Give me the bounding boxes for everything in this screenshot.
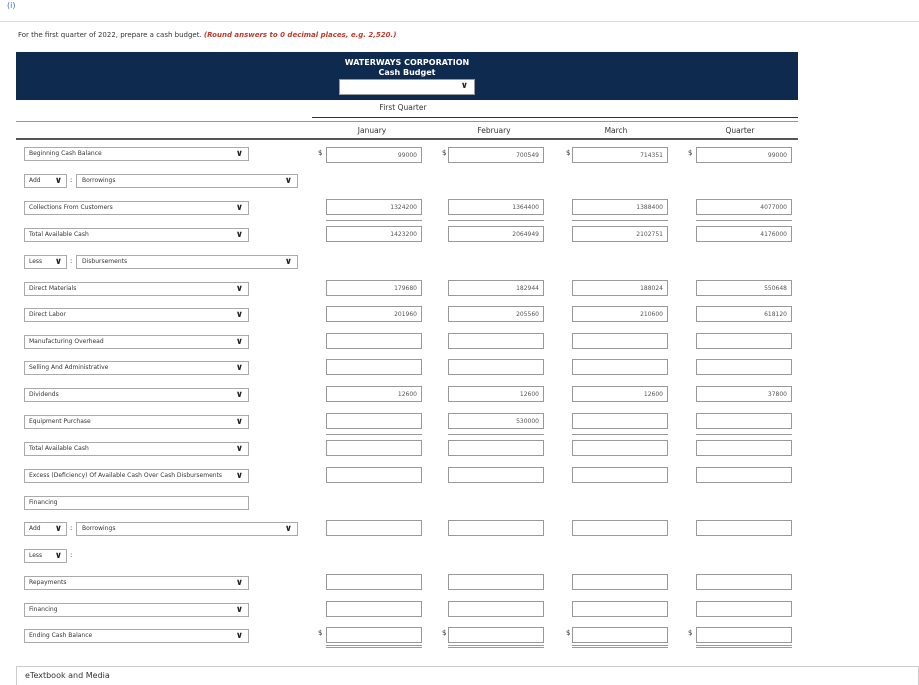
info-icon[interactable]: (i) (7, 1, 16, 10)
underline (696, 434, 792, 435)
chevron-down-icon: ∨ (235, 203, 243, 213)
select-value: Less (29, 552, 43, 559)
chevron-down-icon: ∨ (235, 310, 243, 320)
add-less-select[interactable] (24, 255, 67, 269)
instruction-text: For the first quarter of 2022, prepare a cash budget. (18, 31, 202, 39)
row-label: Financing (29, 499, 58, 506)
chevron-down-icon: ∨ (235, 417, 243, 427)
chevron-down-icon: ∨ (235, 337, 243, 347)
double-underline (572, 647, 668, 648)
amount-input[interactable] (448, 333, 544, 349)
amount-input[interactable]: 550648 (696, 280, 792, 296)
chevron-down-icon: ∨ (235, 471, 243, 481)
amount-input[interactable] (572, 440, 668, 456)
double-underline (448, 647, 544, 648)
amount-input[interactable] (326, 627, 422, 643)
chevron-down-icon: ∨ (284, 257, 292, 267)
amount-input[interactable] (696, 520, 792, 536)
amount-input[interactable] (326, 333, 422, 349)
amount-input[interactable] (696, 359, 792, 375)
underline (448, 434, 544, 435)
amount-input[interactable]: 1423200 (326, 226, 422, 242)
amount-input[interactable]: 210600 (572, 306, 668, 322)
amount-input[interactable] (696, 627, 792, 643)
chevron-down-icon: ∨ (54, 551, 62, 561)
amount-input[interactable] (448, 520, 544, 536)
chevron-down-icon: ∨ (235, 605, 243, 615)
row-label: Direct Materials (29, 285, 77, 292)
underline (326, 434, 422, 435)
amount-input[interactable] (448, 574, 544, 590)
amount-input[interactable] (572, 359, 668, 375)
row-label: Manufacturing Overhead (29, 338, 104, 345)
amount-input[interactable] (572, 467, 668, 483)
row-label: Financing (29, 606, 58, 613)
row-label: Borrowings (82, 525, 116, 532)
row-label: Dividends (29, 391, 59, 398)
chevron-down-icon: ∨ (54, 524, 62, 534)
amount-input[interactable]: 12600 (448, 386, 544, 402)
underline (326, 220, 422, 221)
column-march: March (604, 126, 628, 135)
amount-input[interactable]: 530000 (448, 413, 544, 429)
amount-input[interactable] (448, 601, 544, 617)
row-label-select[interactable] (24, 388, 249, 402)
quarter-underline (312, 117, 798, 118)
row-label-select[interactable] (24, 603, 249, 617)
currency-symbol: $ (442, 629, 447, 637)
amount-input[interactable] (326, 440, 422, 456)
currency-symbol: $ (566, 149, 571, 157)
amount-input[interactable] (448, 440, 544, 456)
row-label-select[interactable] (24, 629, 249, 643)
chevron-down-icon: ∨ (284, 176, 292, 186)
amount-input[interactable]: 182944 (448, 280, 544, 296)
double-underline (696, 647, 792, 648)
currency-symbol: $ (442, 149, 447, 157)
instruction (18, 31, 396, 39)
row-label: Selling And Administrative (29, 364, 109, 371)
amount-input[interactable] (326, 413, 422, 429)
colon-separator: : (70, 551, 73, 559)
row-label-select[interactable] (24, 308, 249, 322)
amount-input[interactable]: 179680 (326, 280, 422, 296)
amount-input[interactable]: 12600 (326, 386, 422, 402)
row-label-select[interactable] (24, 335, 249, 349)
amount-input[interactable] (572, 627, 668, 643)
row-label-select[interactable] (76, 174, 298, 188)
first-quarter-label: First Quarter (379, 103, 427, 112)
amount-input[interactable]: 37800 (696, 386, 792, 402)
amount-input[interactable]: 188024 (572, 280, 668, 296)
column-january: January (357, 126, 387, 135)
chevron-down-icon: ∨ (235, 363, 243, 373)
chevron-down-icon: ∨ (235, 390, 243, 400)
amount-input[interactable] (448, 467, 544, 483)
amount-input[interactable] (326, 359, 422, 375)
amount-input[interactable]: 1388400 (572, 199, 668, 215)
amount-input[interactable]: 1324200 (326, 199, 422, 215)
underline (448, 220, 544, 221)
amount-input[interactable]: 99000 (326, 147, 422, 163)
chevron-down-icon: ∨ (284, 524, 292, 534)
colon-separator: : (70, 524, 73, 532)
add-less-select[interactable] (24, 522, 67, 536)
amount-input[interactable]: 618120 (696, 306, 792, 322)
amount-input[interactable] (572, 520, 668, 536)
company-name: WATERWAYS CORPORATION (344, 58, 470, 67)
row-label-select[interactable] (24, 147, 249, 161)
currency-symbol: $ (318, 629, 323, 637)
amount-input[interactable] (326, 574, 422, 590)
row-label: Total Available Cash (29, 445, 89, 452)
row-label: Borrowings (82, 177, 116, 184)
double-underline (572, 645, 668, 646)
amount-input[interactable]: 201960 (326, 306, 422, 322)
amount-input[interactable] (326, 467, 422, 483)
amount-input[interactable]: 205560 (448, 306, 544, 322)
row-label: Equipment Purchase (29, 418, 91, 425)
amount-input[interactable]: 12600 (572, 386, 668, 402)
top-bar (0, 0, 919, 22)
row-label: Disbursements (82, 258, 128, 265)
row-label: Ending Cash Balance (29, 632, 93, 639)
amount-input[interactable]: 4077000 (696, 199, 792, 215)
amount-input[interactable] (696, 574, 792, 590)
etextbook-media-link[interactable]: eTextbook and Media (16, 666, 919, 685)
amount-input[interactable] (696, 601, 792, 617)
amount-input[interactable]: 2064949 (448, 226, 544, 242)
amount-input[interactable] (572, 601, 668, 617)
row-label-select[interactable] (24, 228, 249, 242)
double-underline (696, 645, 792, 646)
amount-input[interactable] (326, 601, 422, 617)
financing-heading-field[interactable] (24, 496, 249, 510)
row-label: Direct Labor (29, 311, 66, 318)
chevron-down-icon: ∨ (54, 257, 62, 267)
amount-input[interactable] (572, 333, 668, 349)
row-label: Repayments (29, 579, 67, 586)
colon-separator: : (70, 176, 73, 184)
underline (572, 434, 668, 435)
row-label: Total Available Cash (29, 231, 89, 238)
row-label: Excess (Deficiency) Of Available Cash Over Cash Disbursements (29, 472, 223, 479)
amount-input[interactable] (696, 440, 792, 456)
row-label: Beginning Cash Balance (29, 150, 102, 157)
budget-title: Cash Budget (378, 68, 436, 77)
chevron-down-icon: ∨ (54, 176, 62, 186)
period-select[interactable] (339, 79, 475, 95)
amount-input[interactable] (696, 413, 792, 429)
amount-input[interactable]: 714351 (572, 147, 668, 163)
amount-input[interactable] (696, 467, 792, 483)
amount-input[interactable]: 4176000 (696, 226, 792, 242)
underline (572, 220, 668, 221)
currency-symbol: $ (688, 149, 693, 157)
select-value: Less (29, 258, 43, 265)
chevron-down-icon: ∨ (460, 81, 468, 91)
select-value: Add (29, 525, 41, 532)
row-label-select[interactable] (24, 469, 249, 483)
column-quarter: Quarter (725, 126, 755, 135)
row-label-select[interactable] (24, 201, 249, 215)
row-label-select[interactable] (76, 255, 298, 269)
row-label: Collections From Customers (29, 204, 113, 211)
header-divider (16, 121, 798, 122)
amount-input[interactable] (572, 574, 668, 590)
double-underline (326, 647, 422, 648)
double-underline (448, 645, 544, 646)
add-less-select[interactable] (24, 549, 67, 563)
row-label-select[interactable] (24, 361, 249, 375)
amount-input[interactable] (448, 359, 544, 375)
row-label-select[interactable] (24, 415, 249, 429)
chevron-down-icon: ∨ (235, 631, 243, 641)
amount-input[interactable] (696, 333, 792, 349)
amount-input[interactable]: 1364400 (448, 199, 544, 215)
amount-input[interactable]: 2102751 (572, 226, 668, 242)
chevron-down-icon: ∨ (235, 230, 243, 240)
header-divider-thick (16, 138, 798, 140)
underline (696, 220, 792, 221)
chevron-down-icon: ∨ (235, 578, 243, 588)
row-label-select[interactable] (24, 576, 249, 590)
row-label-select[interactable] (24, 282, 249, 296)
add-less-select[interactable] (24, 174, 67, 188)
amount-input[interactable] (448, 627, 544, 643)
chevron-down-icon: ∨ (235, 284, 243, 294)
currency-symbol: $ (688, 629, 693, 637)
chevron-down-icon: ∨ (235, 149, 243, 159)
amount-input[interactable] (326, 520, 422, 536)
amount-input[interactable]: 99000 (696, 147, 792, 163)
colon-separator: : (70, 257, 73, 265)
rounding-note: (Round answers to 0 decimal places, e.g. 2,520.) (203, 31, 397, 39)
amount-input[interactable]: 700549 (448, 147, 544, 163)
chevron-down-icon: ∨ (235, 444, 243, 454)
amount-input[interactable] (572, 413, 668, 429)
column-february: February (477, 126, 511, 135)
currency-symbol: $ (318, 149, 323, 157)
double-underline (326, 645, 422, 646)
select-value: Add (29, 177, 41, 184)
row-label-select[interactable] (76, 522, 298, 536)
row-label-select[interactable] (24, 442, 249, 456)
currency-symbol: $ (566, 629, 571, 637)
